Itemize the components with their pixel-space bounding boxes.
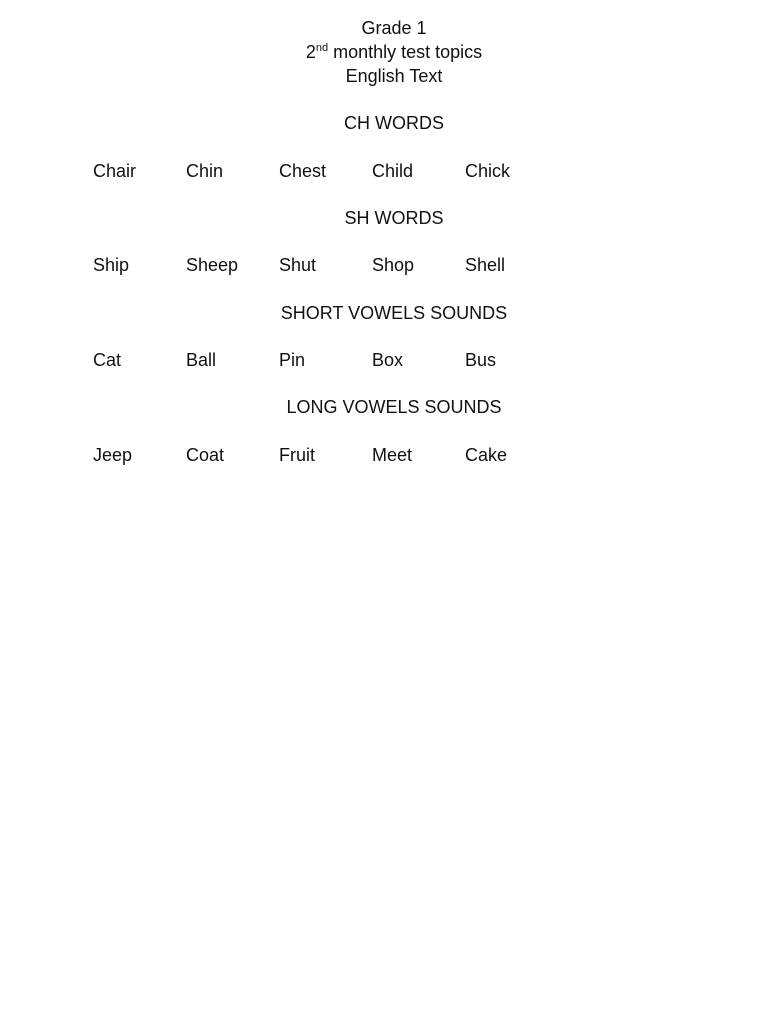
word-item: Chick xyxy=(465,161,511,181)
section-heading-sh-words: SH WORDS xyxy=(344,208,444,228)
word-item: Ship xyxy=(93,255,130,275)
word-item: Box xyxy=(372,350,404,370)
word-item: Sheep xyxy=(186,255,239,275)
test-title xyxy=(0,40,768,64)
word-item: Chin xyxy=(186,161,224,181)
word-item: Shut xyxy=(279,255,317,275)
word-item: Child xyxy=(372,161,414,181)
word-item: Meet xyxy=(372,445,413,465)
test-title-text: monthly test topics xyxy=(328,42,483,62)
section-heading-ch-words: CH WORDS xyxy=(344,113,444,133)
word-item: Ball xyxy=(186,350,217,370)
word-item: Shell xyxy=(465,255,506,275)
word-item: Fruit xyxy=(279,445,315,465)
section-heading-long-vowels: LONG VOWELS SOUNDS xyxy=(286,397,502,417)
subject-title: English Text xyxy=(345,66,443,86)
word-item: Shop xyxy=(372,255,415,275)
word-item: Coat xyxy=(186,445,225,465)
word-item: Cat xyxy=(93,350,122,370)
word-item: Chest xyxy=(279,161,327,181)
section-heading-short-vowels: SHORT VOWELS SOUNDS xyxy=(280,303,508,323)
word-item: Pin xyxy=(279,350,306,370)
word-item: Bus xyxy=(465,350,497,370)
grade-title: Grade 1 xyxy=(361,18,427,38)
test-number-suffix: nd xyxy=(315,42,329,54)
word-item: Cake xyxy=(465,445,508,465)
word-item: Chair xyxy=(93,161,137,181)
test-number: 2 xyxy=(305,42,316,62)
word-item: Jeep xyxy=(93,445,133,465)
